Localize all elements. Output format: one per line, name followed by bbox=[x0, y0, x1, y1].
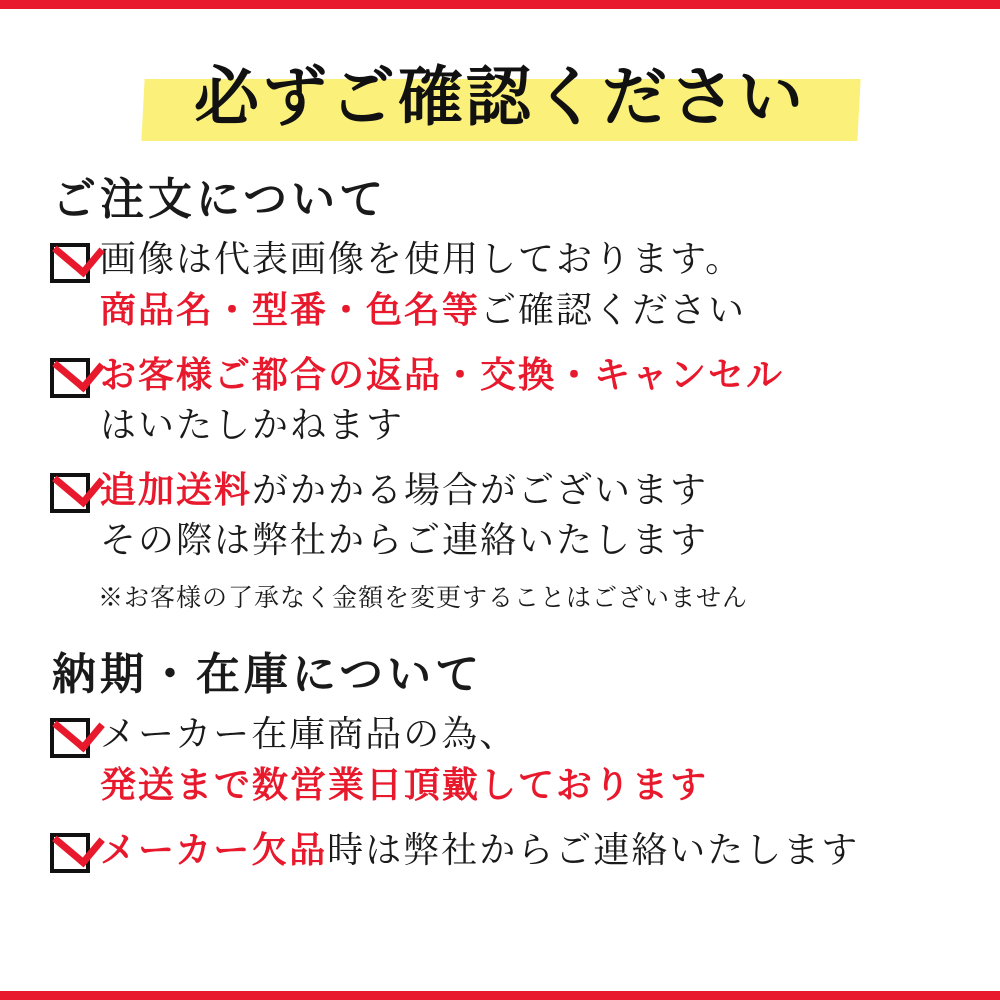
notice-item bbox=[50, 235, 954, 336]
section-heading: 納期・在庫について bbox=[52, 649, 484, 700]
page-title-block bbox=[0, 43, 1000, 153]
notice-text: メーカー在庫商品の為、 bbox=[100, 714, 518, 755]
notice-text: ご確認ください bbox=[480, 290, 747, 331]
notice-item bbox=[50, 825, 954, 876]
notice-line bbox=[100, 710, 954, 760]
page-title: 必ずご確認ください bbox=[193, 59, 806, 135]
notice-item bbox=[50, 710, 954, 811]
notice-text: がかかる場合がございます bbox=[252, 470, 709, 511]
notice-item bbox=[50, 350, 954, 451]
checkmark-icon bbox=[50, 718, 90, 758]
section-heading: ご注文について bbox=[52, 174, 388, 225]
notice-item-lines bbox=[100, 235, 954, 336]
notice-line bbox=[100, 285, 954, 336]
notice-text-emphasis: メーカー欠品 bbox=[100, 829, 328, 871]
notice-item bbox=[50, 465, 954, 566]
notice-line bbox=[100, 350, 954, 401]
notice-line bbox=[100, 516, 954, 566]
notice-text-emphasis: お客様ご都合の返品・交換・キャンセル bbox=[100, 354, 785, 396]
notice-line bbox=[100, 465, 954, 516]
notice-item-lines bbox=[100, 465, 954, 566]
notice-sections bbox=[0, 163, 1000, 876]
notice-text-emphasis: 追加送料 bbox=[100, 469, 253, 511]
notice-text: 時は弊社からご連絡いたします bbox=[327, 830, 860, 871]
notice-item-lines bbox=[100, 350, 954, 451]
notice-text-emphasis: 商品名・型番・色名等 bbox=[100, 289, 481, 331]
checkmark-icon bbox=[50, 833, 90, 873]
checkmark-icon bbox=[50, 473, 90, 513]
notice-text: はいたしかねます bbox=[100, 405, 405, 446]
notice-item-lines bbox=[100, 710, 954, 811]
notice-text-emphasis: 発送まで数営業日頂戴しております bbox=[100, 764, 709, 806]
notice-line bbox=[100, 235, 954, 285]
checkmark-icon bbox=[50, 358, 90, 398]
checkmark-icon bbox=[50, 243, 90, 283]
notice-line bbox=[100, 760, 954, 811]
notice-item-lines bbox=[100, 825, 954, 876]
notice-line bbox=[100, 825, 954, 876]
notice-line bbox=[100, 401, 954, 451]
notice-footnote: ※お客様の了承なく金額を変更することはございません bbox=[98, 583, 749, 612]
notice-text: 画像は代表画像を使用しております。 bbox=[100, 239, 744, 280]
notice-text: その際は弊社からご連絡いたします bbox=[100, 520, 709, 561]
